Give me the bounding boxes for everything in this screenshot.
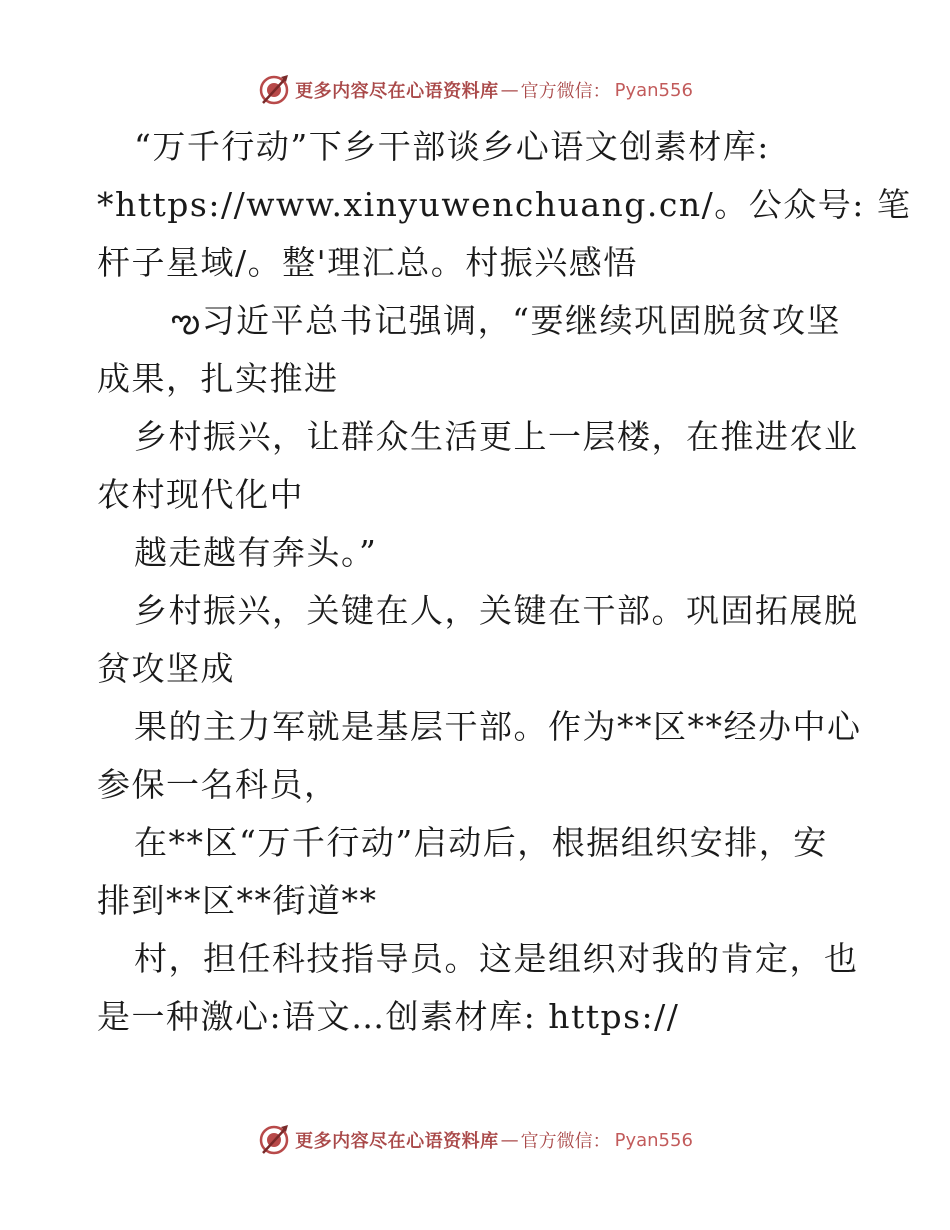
body-line-10: 贫攻坚成 [97,649,235,688]
body-line-3: 杆子星域/。整'理汇总。村振兴感悟 [97,243,638,282]
body-line-6: 乡村振兴，让群众生活更上一层楼，在推进农业 [134,417,859,456]
body-line-16: 是一种激心:语文…创素材库: https:// [97,997,680,1036]
header-separator: — [500,79,519,101]
body-line-8: 越走越有奔头。” [134,533,378,572]
ornament-bullet-icon: ఌ [171,301,202,340]
footer-separator: — [500,1129,519,1151]
quill-seal-icon [257,73,291,107]
header-wechat-id: Pyan556 [614,79,693,101]
document-body [97,118,912,1046]
footer-wechat-id: Pyan556 [614,1129,693,1151]
body-line-9: 乡村振兴，关键在人，关键在干部。巩固拓展脱 [134,591,859,630]
body-line-1: “万千行动”下乡干部谈乡心语文创素材库: [134,127,770,166]
footer-brand-text: 更多内容尽在心语资料库 [295,1131,499,1152]
footer-wechat-label: 官方微信： [520,1131,611,1152]
body-line-4 [97,292,857,350]
body-line-13: 在**区“万千行动”启动后，根据组织安排，安 [134,823,828,862]
body-line-4-text: 习近平总书记强调，“要继续巩固脱贫攻坚 [201,301,841,340]
body-line-7: 农村现代化中 [97,475,304,514]
body-line-12: 参保一名科员， [97,765,339,804]
body-line-15: 村，担任科技指导员。这是组织对我的肯定，也 [134,939,859,978]
header-brand-text: 更多内容尽在心语资料库 [295,81,499,102]
body-line-2: *https://www.xinyuwenchuang.cn/。公众号: 笔 [97,185,912,224]
header-wechat-label: 官方微信： [520,81,611,102]
header-banner [0,70,950,110]
body-line-5: 成果，扎实推进 [97,359,339,398]
footer-banner [0,1120,950,1160]
quill-seal-icon [257,1123,291,1157]
body-line-14: 排到**区**街道** [97,881,378,920]
body-line-11: 果的主力军就是基层干部。作为**区**经办中心 [134,707,862,746]
